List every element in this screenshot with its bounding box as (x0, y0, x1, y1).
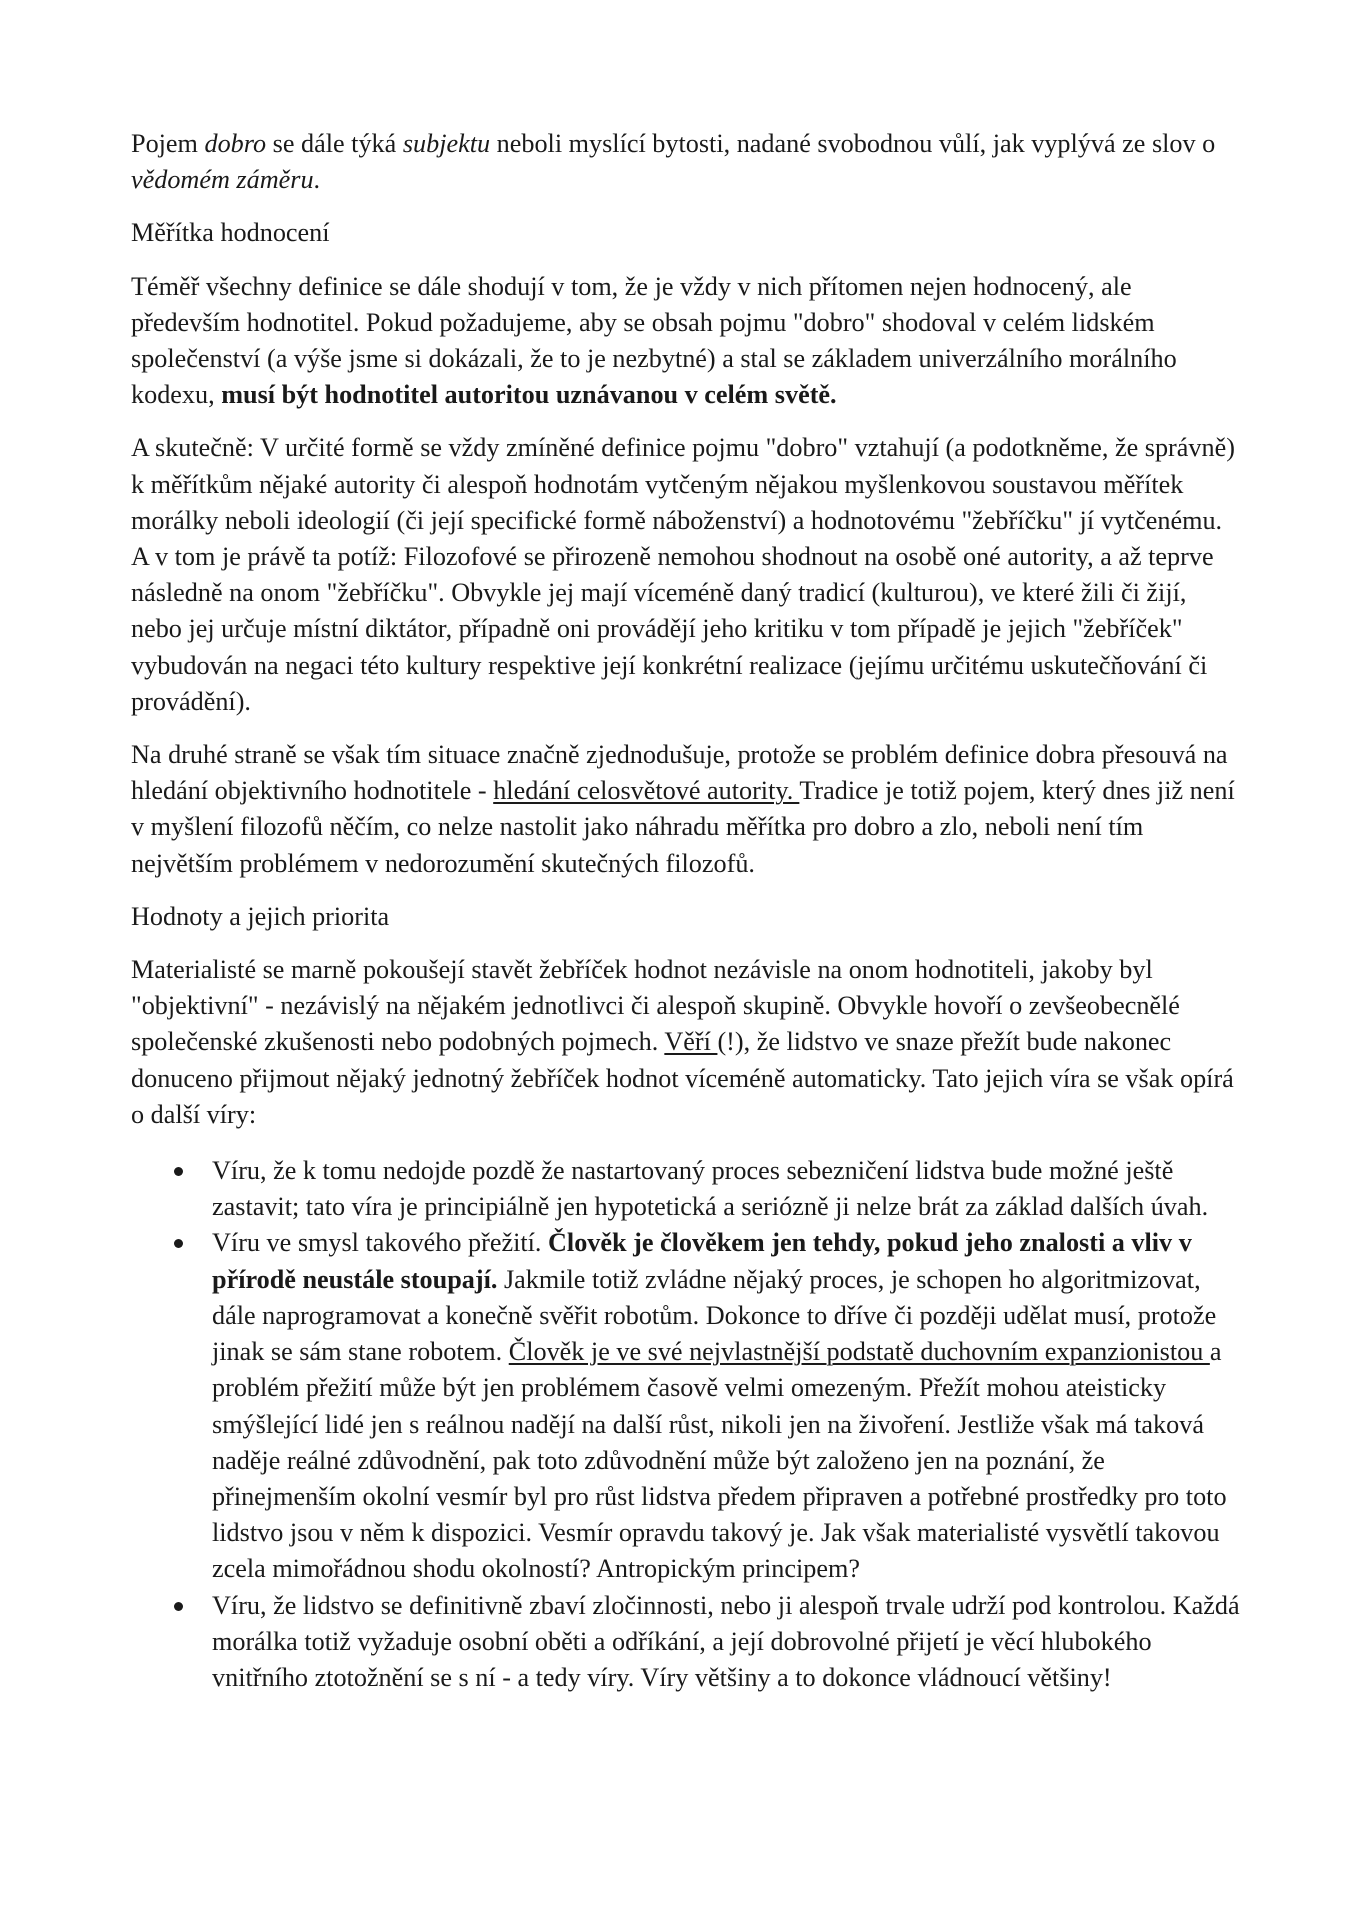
text-run: se dále týká (266, 129, 403, 158)
text-run: Na druhé straně se však tím situace značně zjednodušuje, protože se problém definice dobra přesouvá na hledání objektivního hodnotitele - (131, 740, 1228, 806)
text-run: Tradice je totiž pojem, který dnes již není v myšlení filozofů něčím, co nelze nastolit jako náhradu měřítka pro dobro a zlo, neboli není tím největším problémem v nedorozumění skutečných filozofů. (131, 776, 1235, 878)
list-item (212, 1588, 1241, 1697)
text-run: Materialisté se marně pokoušejí stavět žebříček hodnot nezávisle na onom hodnotiteli, jakoby byl "objektivní" - nezávislý na nějakém jednotlivci či alespoň skupině. Obvykle hovoří o zevšeobecnělé společenské zkušenosti nebo podobných pojmech. (131, 955, 1180, 1057)
bullet-icon (174, 1167, 183, 1176)
link-global-authority[interactable]: hledání celosvětové autority. (493, 776, 800, 806)
bullet-icon (174, 1602, 183, 1611)
text-run: Víru, že k tomu nedojde pozdě že nastartovaný proces sebezničení lidstva bude možné ještě zastavit; tato víra je principiálně jen hypotetická a seriózně ji nelze brát za základ dalších úvah. (212, 1156, 1209, 1222)
link-spiritual-expansionist[interactable]: Člověk je ve své nejvlastnější podstatě duchovním expanzionistou (508, 1337, 1210, 1367)
paragraph-evaluator (131, 269, 1241, 414)
text-run: . (313, 165, 321, 195)
paragraph-subject (131, 126, 1241, 198)
italic-term-dobro: dobro (204, 129, 267, 158)
beliefs-list (131, 1153, 1241, 1696)
bold-emphasis: musí být hodnotitel autoritou uznávanou v celém světě. (221, 380, 837, 410)
link-veri[interactable]: Věří (664, 1027, 718, 1057)
document-page (131, 126, 1241, 1696)
text-run: neboli myslící bytosti, nadané svobodnou vůlí, jak vyplývá ze slov o (490, 129, 1216, 158)
text-run: Víru, že lidstvo se definitivně zbaví zločinnosti, nebo ji alespoň trvale udrží pod kontrolou. Každá morálka totiž vyžaduje osobní oběti a odříkání, a její dobrovolné přijetí je věcí hlubokého vnitřního ztotožnění se s ní - a tedy víry. Víry většiny a to dokonce vládnoucí většiny! (212, 1590, 1240, 1692)
section-heading-values: Hodnoty a jejich priorita (131, 901, 390, 931)
text-run: Víru ve smysl takového přežití. (212, 1228, 549, 1258)
text-run: Jakmile totiž zvládne nějaký proces, je schopen ho algoritmizovat, dále naprogramovat a konečně svěřit robotům. Dokonce to dříve či později udělat musí, protože jinak se sám stane robotem. (212, 1264, 1217, 1367)
text-run: Téměř všechny definice se dále shodují v tom, že je vždy v nich přítomen nejen hodnocený, ale především hodnotitel. Pokud požadujeme, aby se obsah pojmu "dobro" shodoval v celém lidském společenství (a výše jsme si dokázali, že to je nezbytné) a stal se základem univerzálního morálního kodexu, (131, 271, 1177, 410)
section-heading-scales: Měřítka hodnocení (131, 218, 330, 248)
text-run: (!), že lidstvo ve snaze přežít bude nakonec donuceno přijmout nějaký jednotný žebříček hodnot víceméně automaticky. Tato jejich víra se však opírá o další víry: (131, 1027, 1234, 1129)
paragraph-authority: A skutečně: V určité formě se vždy zmíněné definice pojmu "dobro" vztahují (a podotkněme, že správně) k měřítkům nějaké autority či alespoň hodnotám vytčeným nějakou myšlenkovou soustavou měřítek morálky neboli ideologií (či její specifické formě náboženství) a hodnotovému "žebříčku" jí vytčenému. A v tom je právě ta potíž: Filozofové se přirozeně nemohou shodnout na osobě oné autority, a až teprve následně na onom "žebříčku". Obvykle jej mají víceméně daný tradicí (kulturou), ve které žili či žijí, nebo jej určuje místní diktátor, případně oni provádějí jeho kritiku v tom případě je jejich "žebříček" vybudován na negaci této kultury respektive její konkrétní realizace (jejímu určitému uskutečňování či provádění). (131, 433, 1235, 716)
text-run: Pojem (131, 129, 205, 158)
italic-term-subjektu: subjektu (402, 129, 491, 158)
bold-emphasis: Člověk je člověkem jen tehdy, pokud jeho znalosti a vliv v přírodě neustále stoupají. (212, 1228, 1192, 1294)
paragraph-tradition (131, 737, 1241, 882)
text-run: a problém přežití může být jen problémem časově velmi omezeným. Přežít mohou ateisticky smýšlející lidé jen s reálnou nadějí na další růst, nikoli jen na živoření. Jestliže však má taková naděje reálné zdůvodnění, pak toto zdůvodnění může být založeno jen na poznání, že přinejmenším okolní vesmír byl pro růst lidstva předem připraven a potřebné prostředky pro toto lidstvo jsou v něm k dispozici. Vesmír opravdu takový je. Jak však materialisté vysvětlí takovou zcela mimořádnou shodu okolností? Antropickým principem? (212, 1337, 1227, 1584)
list-item (212, 1153, 1241, 1225)
paragraph-materialists (131, 952, 1241, 1133)
italic-term-vedomem-zameru: vědomém záměru (131, 165, 314, 195)
bullet-icon (174, 1239, 183, 1248)
list-item (212, 1225, 1241, 1587)
